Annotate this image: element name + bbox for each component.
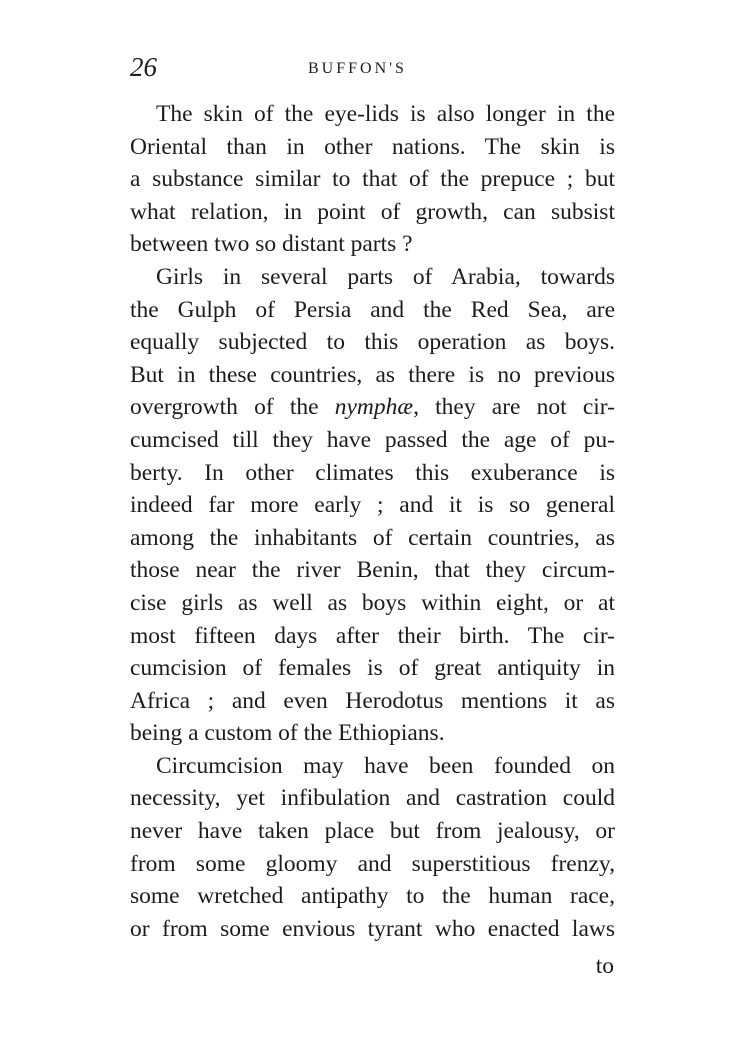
paragraph (130, 261, 615, 750)
text-line: Girls in several parts of Arabia, towards (156, 263, 615, 290)
text-line: being a custom of the Ethiopians. (130, 720, 445, 747)
text-line: those near the river Benin, that they circum- (130, 557, 615, 584)
text-line: the Gulph of Persia and the Red Sea, are (130, 296, 615, 323)
text-line: equally subjected to this operation as boys. (130, 329, 615, 356)
italic-term: nymphæ (334, 394, 414, 421)
text-line: The skin of the eye-lids is also longer in the (156, 101, 615, 127)
text-line: what relation, in point of growth, can subsist (130, 198, 615, 225)
page-number: 26 (130, 52, 157, 82)
text-segment: overgrowth of the (130, 394, 319, 421)
text-line: Oriental than in other nations. The skin is (130, 133, 615, 160)
text-segment: , they are not cir- (413, 394, 615, 421)
text-line: or from some envious tyrant who enacted laws (130, 915, 615, 942)
body-text (130, 98, 615, 945)
paragraph (130, 98, 615, 261)
text-line: cise girls as well as boys within eight, or at (130, 589, 615, 616)
text-line: But in these countries, as there is no previous (130, 361, 615, 388)
text-line: berty. In other climates this exuberance is (130, 459, 615, 486)
paragraph (130, 750, 615, 946)
text-line: never have taken place but from jealousy, or (130, 818, 615, 845)
text-line: cumcision of females is of great antiquity in (130, 655, 615, 682)
text-line: from some gloomy and superstitious frenzy, (130, 850, 615, 877)
text-line: indeed far more early ; and it is so general (130, 492, 615, 519)
text-line: Africa ; and even Herodotus mentions it as (130, 687, 615, 714)
text-line: some wretched antipathy to the human race, (130, 883, 615, 910)
text-line: most fifteen days after their birth. The cir- (130, 622, 615, 649)
running-head: BUFFON'S (308, 60, 407, 77)
text-line: cumcised till they have passed the age of pu- (130, 426, 615, 453)
text-line: a substance similar to that of the prepuce ; but (130, 166, 615, 193)
text-line (130, 391, 615, 424)
page-header (130, 50, 615, 90)
text-line: between two so distant parts ? (130, 231, 413, 258)
text-line: among the inhabitants of certain countries, as (130, 524, 615, 551)
text-line: necessity, yet infibulation and castration could (130, 785, 615, 812)
text-line: Circumcision may have been founded on (156, 752, 615, 779)
catchword: to (595, 953, 614, 979)
